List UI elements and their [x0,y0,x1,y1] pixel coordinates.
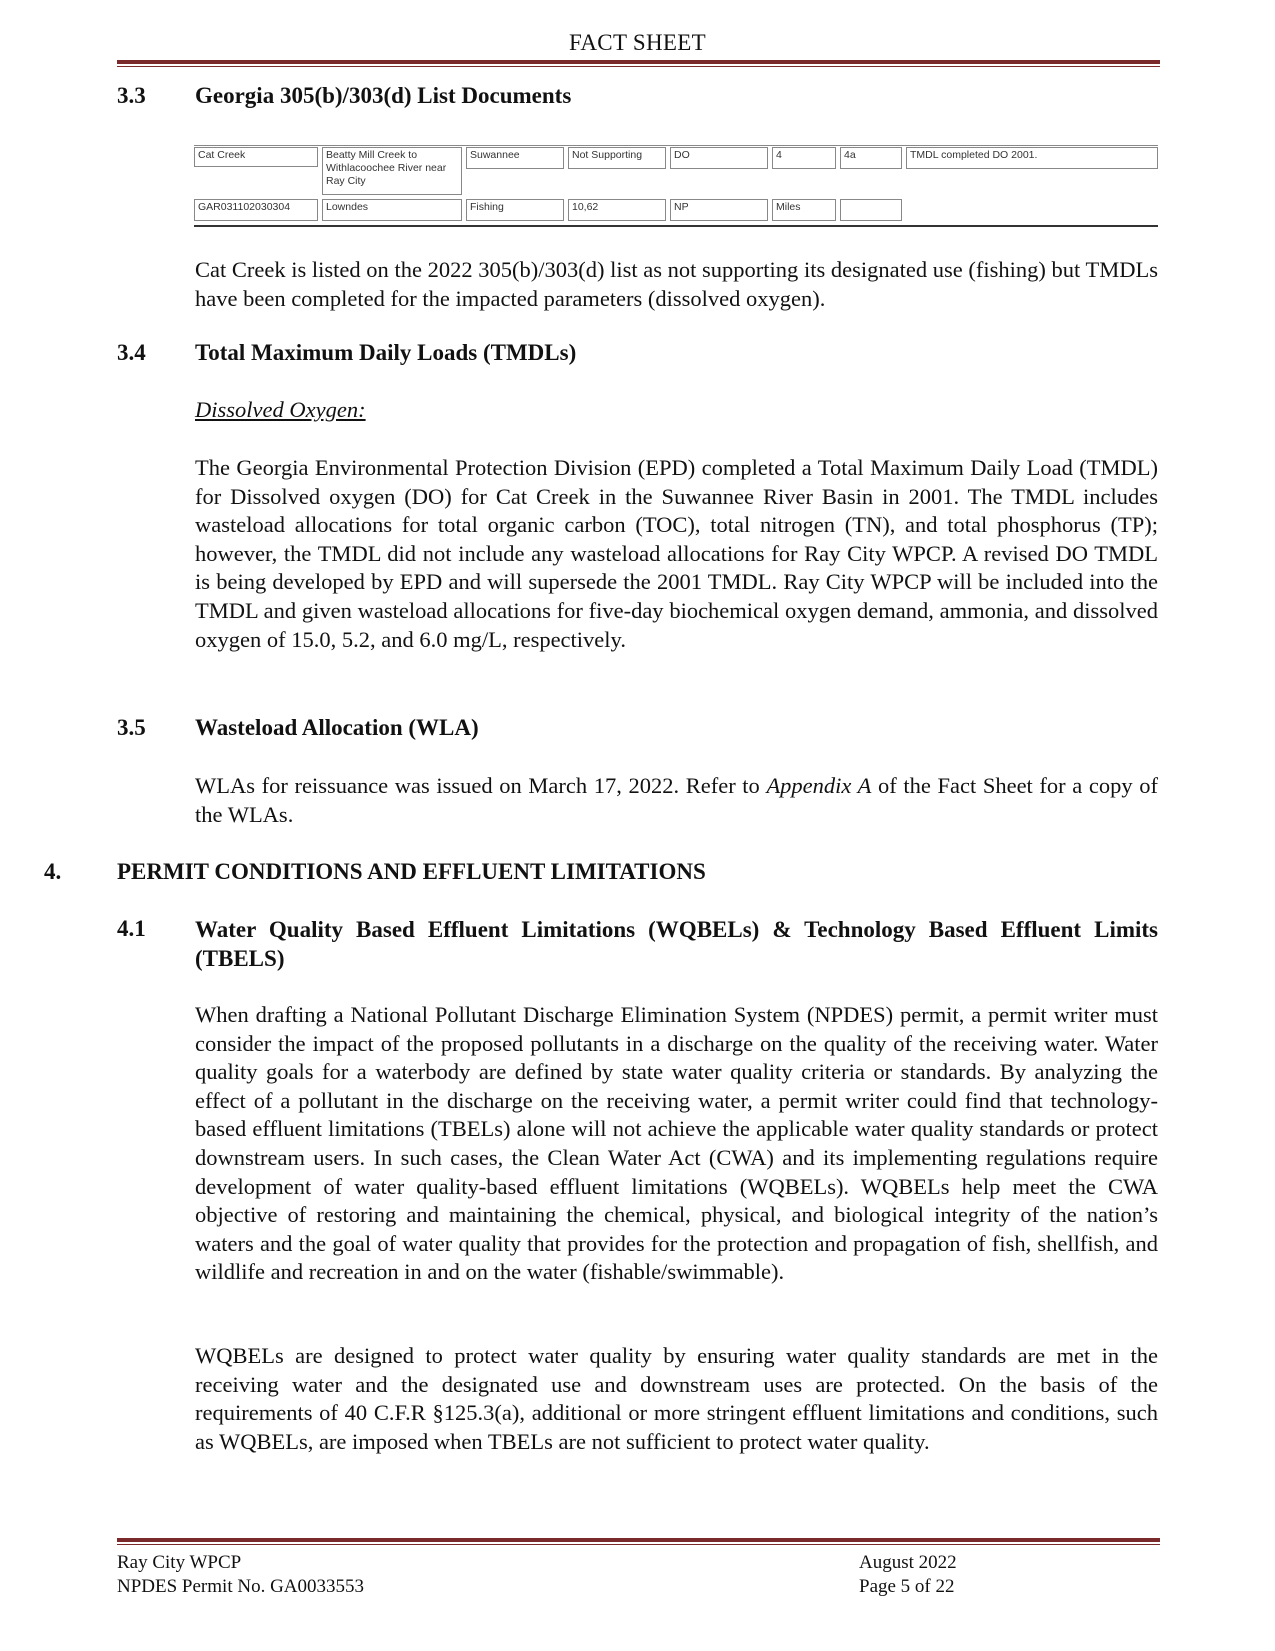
footer-date: August 2022 [859,1552,957,1573]
table-cell: 4 [772,147,836,169]
paragraph [195,772,1158,829]
table-cell: Cat Creek [194,147,318,167]
header-rule [117,60,1160,67]
paragraph-text: of the Fact Sheet for a copy of the WLAs. [195,773,1158,827]
table-cell: Miles [772,199,836,221]
section-number: 4.1 [117,916,146,941]
table-cell: TMDL completed DO 2001. [906,147,1158,169]
table-cell: Lowndes [322,199,462,221]
subheading: Dissolved Oxygen: [195,397,366,422]
table-cell: Beatty Mill Creek to Withlacoochee River near Ray City [322,147,462,195]
footer-rule [117,1538,1160,1545]
table-cell: GAR031102030304 [194,199,318,221]
paragraph: When drafting a National Pollutant Discharge Elimination System (NPDES) permit, a permit writer must consider the impact of the proposed pollutants in a discharge on the quality of the receiving water. Water quality goals for a waterbody are defined by state water quality criteria or standards. By analyzing the effect of a pollutant in the discharge on the receiving water, a permit writer could find that technology-based effluent limitations (TBELs) alone will not achieve the applicable water quality standards or protect downstream users. In such cases, the Clean Water Act (CWA) and its implementing regulations require development of water quality-based effluent limitations (WQBELs). WQBELs help meet the CWA objective of restoring and maintaining the chemical, physical, and biological integrity of the nation’s waters and the goal of water quality that provides for the protection and propagation of fish, shellfish, and wildlife and recreation in and on the water (fishable/swimmable). [195,1002,1158,1285]
footer-left [117,1551,364,1599]
section-number: 4. [44,859,62,884]
table-cell: NP [670,199,768,221]
table-cell: DO [670,147,768,169]
paragraph: Cat Creek is listed on the 2022 305(b)/303(d) list as not supporting its designated use (fishing) but TMDLs have been completed for the impacted parameters (dissolved oxygen). [195,257,1158,311]
impaired-waters-table [194,145,1158,227]
appendix-reference: Appendix A [766,773,872,798]
section-number: 3.5 [117,715,146,740]
section-heading: Georgia 305(b)/303(d) List Documents [195,83,572,108]
section-heading: Wasteload Allocation (WLA) [195,715,479,740]
paragraph-text: WLAs for reissuance was issued on March 17, 2022. Refer to [195,773,767,798]
table-cell: 4a [840,147,902,169]
paragraph: WQBELs are designed to protect water quality by ensuring water quality standards are met in the receiving water and the designated use and downstream uses are protected. On the basis of the requirements of 40 C.F.R §125.3(a), additional or more stringent effluent limitations and conditions, such as WQBELs, are imposed when TBELs are not sufficient to protect water quality. [195,1343,1158,1454]
table-cell: Not Supporting [568,147,666,169]
section-number: 3.3 [117,83,146,108]
footer-permit-number: NPDES Permit No. GA0033553 [117,1576,365,1597]
section-heading: Water Quality Based Effluent Limitations (WQBELs) & Technology Based Effluent Limits (TBELS) [195,917,1158,971]
table-cell: 10,62 [568,199,666,221]
section-heading: PERMIT CONDITIONS AND EFFLUENT LIMITATIONS [117,859,706,884]
page-header-title: FACT SHEET [569,30,706,55]
footer-page-number: Page 5 of 22 [859,1576,955,1597]
paragraph: The Georgia Environmental Protection Division (EPD) completed a Total Maximum Daily Load (TMDL) for Dissolved oxygen (DO) for Cat Creek in the Suwannee River Basin in 2001. The TMDL includes wasteload allocations for total organic carbon (TOC), total nitrogen (TN), and total phosphorus (TP); however, the TMDL did not include any wasteload allocations for Ray City WPCP. A revised DO TMDL is being developed by EPD and will supersede the 2001 TMDL. Ray City WPCP will be included into the TMDL and given wasteload allocations for five-day biochemical oxygen demand, ammonia, and dissolved oxygen of 15.0, 5.2, and 6.0 mg/L, respectively. [195,455,1158,652]
table-cell: Suwannee [466,147,564,169]
table-cell: Fishing [466,199,564,221]
footer-facility: Ray City WPCP [117,1552,242,1573]
section-number: 3.4 [117,340,146,365]
table-cell [840,199,902,221]
footer-right [859,1551,957,1599]
section-heading: Total Maximum Daily Loads (TMDLs) [195,340,577,365]
